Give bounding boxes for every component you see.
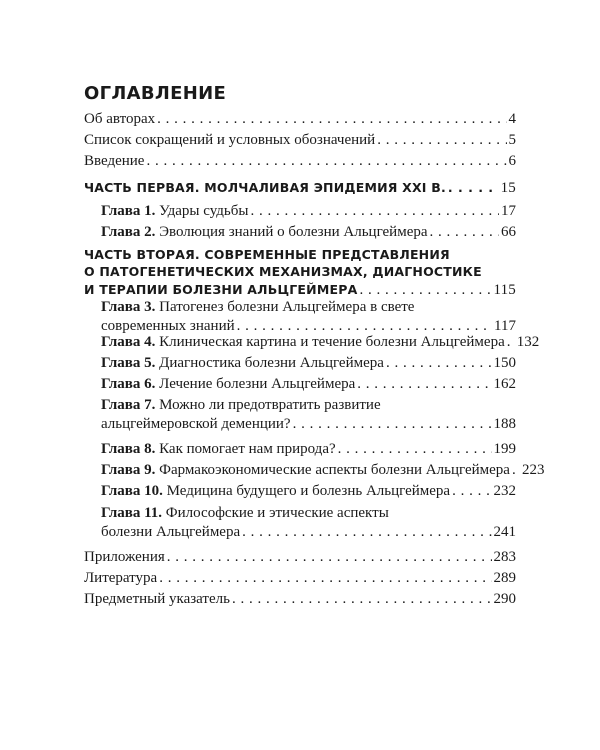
toc-entry[interactable] — [84, 131, 516, 149]
dot-leader — [357, 375, 491, 393]
toc-chapter-entry[interactable] — [101, 482, 516, 500]
toc-chapter-entry[interactable] — [101, 298, 516, 335]
toc-chapter-entry[interactable] — [101, 461, 545, 479]
dot-leader — [377, 131, 506, 149]
toc-entry-page: 150 — [493, 355, 516, 371]
toc-chapter-entry[interactable] — [101, 354, 516, 372]
chapter-label: Глава 1. — [101, 203, 156, 219]
toc-entry-title-line: Философские и этические аспекты — [165, 505, 389, 521]
toc-entry-page: 6 — [508, 153, 516, 169]
dot-leader — [167, 548, 492, 566]
chapter-label: Глава 6. — [101, 376, 156, 392]
chapter-label: Глава 7. — [101, 397, 156, 413]
toc-entry[interactable] — [84, 152, 516, 170]
toc-entry-page: 289 — [493, 570, 516, 586]
toc-entry[interactable] — [84, 548, 516, 566]
toc-entry-page: 132 — [516, 334, 540, 350]
toc-entry-title: Медицина будущего и болезнь Альцгеймера — [166, 483, 451, 499]
dot-leader — [452, 482, 491, 500]
toc-entry-page: 17 — [501, 203, 516, 219]
toc-entry-page: 283 — [493, 549, 516, 565]
toc-entry-title-line: альцгеймеровской деменции? — [101, 416, 291, 432]
dot-leader — [448, 179, 499, 197]
toc-entry-page: 5 — [508, 132, 516, 148]
dot-leader — [146, 152, 506, 170]
toc-entry-title: Введение — [84, 153, 145, 169]
dot-leader — [430, 223, 499, 241]
toc-entry-page: 223 — [521, 462, 545, 478]
dot-leader — [242, 523, 491, 541]
dot-leader — [157, 110, 506, 128]
toc-entry-page: 232 — [493, 483, 516, 499]
toc-chapter-entry[interactable] — [101, 396, 516, 433]
chapter-label: Глава 11. — [101, 505, 163, 521]
toc-chapter-entry[interactable] — [101, 440, 516, 458]
toc-part-title-line: ЧАСТЬ ВТОРАЯ. СОВРЕМЕННЫЕ ПРЕДСТАВЛЕНИЯ — [84, 247, 450, 262]
dot-leader — [386, 354, 492, 372]
toc-chapter-entry[interactable] — [101, 223, 516, 241]
toc-entry-title-line: Патогенез болезни Альцгеймера в свете — [159, 299, 415, 315]
dot-leader — [159, 569, 491, 587]
toc-entry-page: 117 — [494, 318, 516, 334]
toc-entry-title: Удары судьбы — [159, 203, 249, 219]
toc-entry-page: 290 — [493, 591, 516, 607]
toc-entry-title-line: болезни Альцгеймера — [101, 524, 241, 540]
toc-chapter-entry[interactable] — [101, 375, 516, 393]
dot-leader — [359, 281, 491, 299]
chapter-label: Глава 3. — [101, 299, 156, 315]
toc-part-title: ЧАСТЬ ПЕРВАЯ. МОЛЧАЛИВАЯ ЭПИДЕМИЯ XXI В. — [84, 180, 446, 195]
toc-part-entry[interactable] — [84, 247, 516, 299]
toc-entry-title: Лечение болезни Альцгеймера — [159, 376, 356, 392]
toc-chapter-entry[interactable] — [101, 504, 516, 541]
toc-entry-title: Как помогает нам природа? — [159, 441, 336, 457]
toc-part-title-line: О ПАТОГЕНЕТИЧЕСКИХ МЕХАНИЗМАХ, ДИАГНОСТИКЕ — [84, 264, 482, 279]
toc-chapter-entry[interactable] — [101, 333, 540, 351]
dot-leader — [250, 202, 499, 220]
dot-leader — [507, 333, 515, 351]
chapter-label: Глава 9. — [101, 462, 156, 478]
toc-entry-title-line: Можно ли предотвратить развитие — [159, 397, 381, 413]
toc-entry-page: 162 — [493, 376, 516, 392]
toc-part-entry[interactable] — [84, 179, 516, 197]
toc-entry[interactable] — [84, 569, 516, 587]
toc-entry-page: 4 — [508, 111, 516, 127]
chapter-label: Глава 5. — [101, 355, 156, 371]
chapter-label: Глава 2. — [101, 224, 156, 240]
toc-chapter-entry[interactable] — [101, 202, 516, 220]
chapter-label: Глава 4. — [101, 334, 156, 350]
toc-entry-title: Список сокращений и условных обозначений — [84, 132, 376, 148]
toc-entry-page: 241 — [493, 524, 516, 540]
toc-entry-title: Об авторах — [84, 111, 156, 127]
toc-entry-title: Фармакоэкономические аспекты болезни Альцгеймера — [159, 462, 510, 478]
toc-entry-title-line: современных знаний — [101, 318, 235, 334]
chapter-label: Глава 8. — [101, 441, 156, 457]
toc-entry[interactable] — [84, 590, 516, 608]
toc-entry-page: 115 — [493, 282, 516, 298]
toc-entry-title: Приложения — [84, 549, 165, 565]
dot-leader — [232, 590, 492, 608]
dot-leader — [338, 440, 492, 458]
toc-entry[interactable] — [84, 110, 516, 128]
toc-entry-title: Эволюция знаний о болезни Альцгеймера — [159, 224, 428, 240]
toc-entry-title: Диагностика болезни Альцгеймера — [159, 355, 384, 371]
toc-entry-page: 15 — [500, 180, 516, 196]
toc-part-title-line: И ТЕРАПИИ БОЛЕЗНИ АЛЬЦГЕЙМЕРА — [84, 282, 358, 297]
toc-entry-title: Литература — [84, 570, 158, 586]
toc-entry-title: Предметный указатель — [84, 591, 230, 607]
toc-entry-page: 188 — [493, 416, 516, 432]
toc-heading: ОГЛАВЛЕНИЕ — [84, 83, 227, 104]
dot-leader — [293, 415, 492, 433]
dot-leader — [512, 461, 520, 479]
toc-entry-title: Клиническая картина и течение болезни Альцгеймера — [159, 334, 505, 350]
chapter-label: Глава 10. — [101, 483, 163, 499]
toc-entry-page: 199 — [493, 441, 516, 457]
toc-entry-page: 66 — [501, 224, 516, 240]
